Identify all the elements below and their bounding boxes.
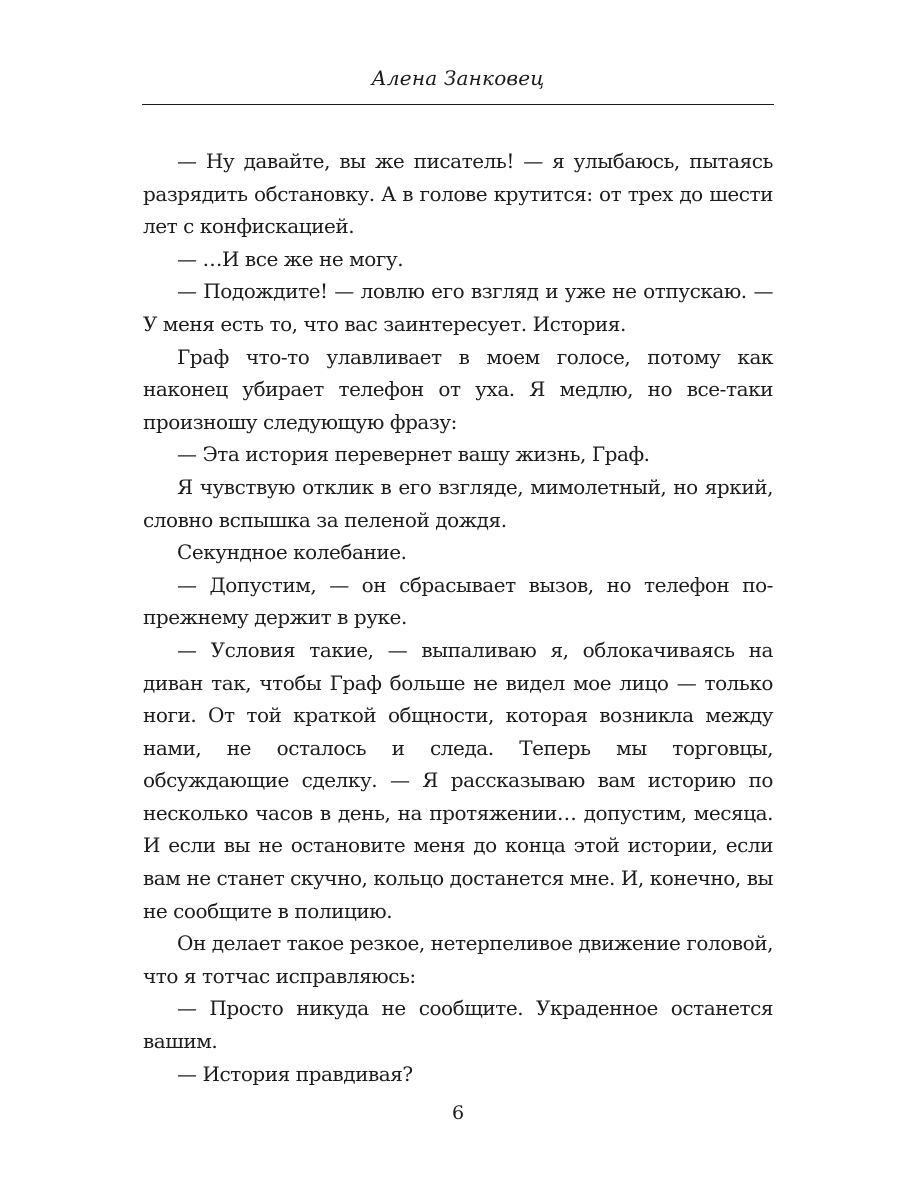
- paragraph: — Условия такие, — выпаливаю я, облокачиваясь на диван так, чтобы Граф больше не видел мое лицо — только ноги. От той краткой общности, которая возникла между нами, не осталось и следа. Теперь мы торговцы, обсуждающие сделку. — Я рассказываю вам историю по несколько часов в день, на протяжении… допустим, месяца. И если вы не остановите меня до конца этой истории, если вам не станет скучно, кольцо достанется мне. И, конечно, вы не сообщите в полицию.: [143, 637, 773, 923]
- page-number: 6: [451, 1102, 465, 1124]
- paragraph: — Ну давайте, вы же писатель! — я улыбаюсь, пытаясь разрядить обстановку. А в голове крутится: от трех до шести лет с конфискацией.: [143, 149, 773, 239]
- paragraph: — Эта история перевернет вашу жизнь, Граф.: [177, 442, 650, 467]
- paragraph: Секундное колебание.: [177, 540, 407, 565]
- body-text: [143, 145, 773, 1090]
- paragraph: Граф что-то улавливает в моем голосе, потому как наконец убирает телефон от уха. Я медлю, но все-таки произношу следующую фразу:: [143, 344, 773, 434]
- paragraph: — …И все же не могу.: [177, 246, 404, 271]
- paragraph: — Подождите! — ловлю его взгляд и уже не отпускаю. — У меня есть то, что вас заинтересует. История.: [143, 279, 773, 336]
- paragraph: — Просто никуда не сообщите. Украденное останется вашим.: [143, 996, 773, 1054]
- paragraph: — Допустим, — он сбрасывает вызов, но телефон по-прежнему держит в руке.: [143, 572, 773, 630]
- paragraph: — История правдивая?: [177, 1061, 413, 1086]
- paragraph: Я чувствую отклик в его взгляде, мимолетный, но яркий, словно вспышка за пеленой дождя.: [143, 474, 773, 532]
- paragraph: Он делает такое резкое, нетерпеливое движение головой, что я тотчас исправляюсь:: [143, 931, 773, 988]
- running-head-author: Алена Занковец: [371, 66, 545, 90]
- header-rule: [142, 104, 774, 105]
